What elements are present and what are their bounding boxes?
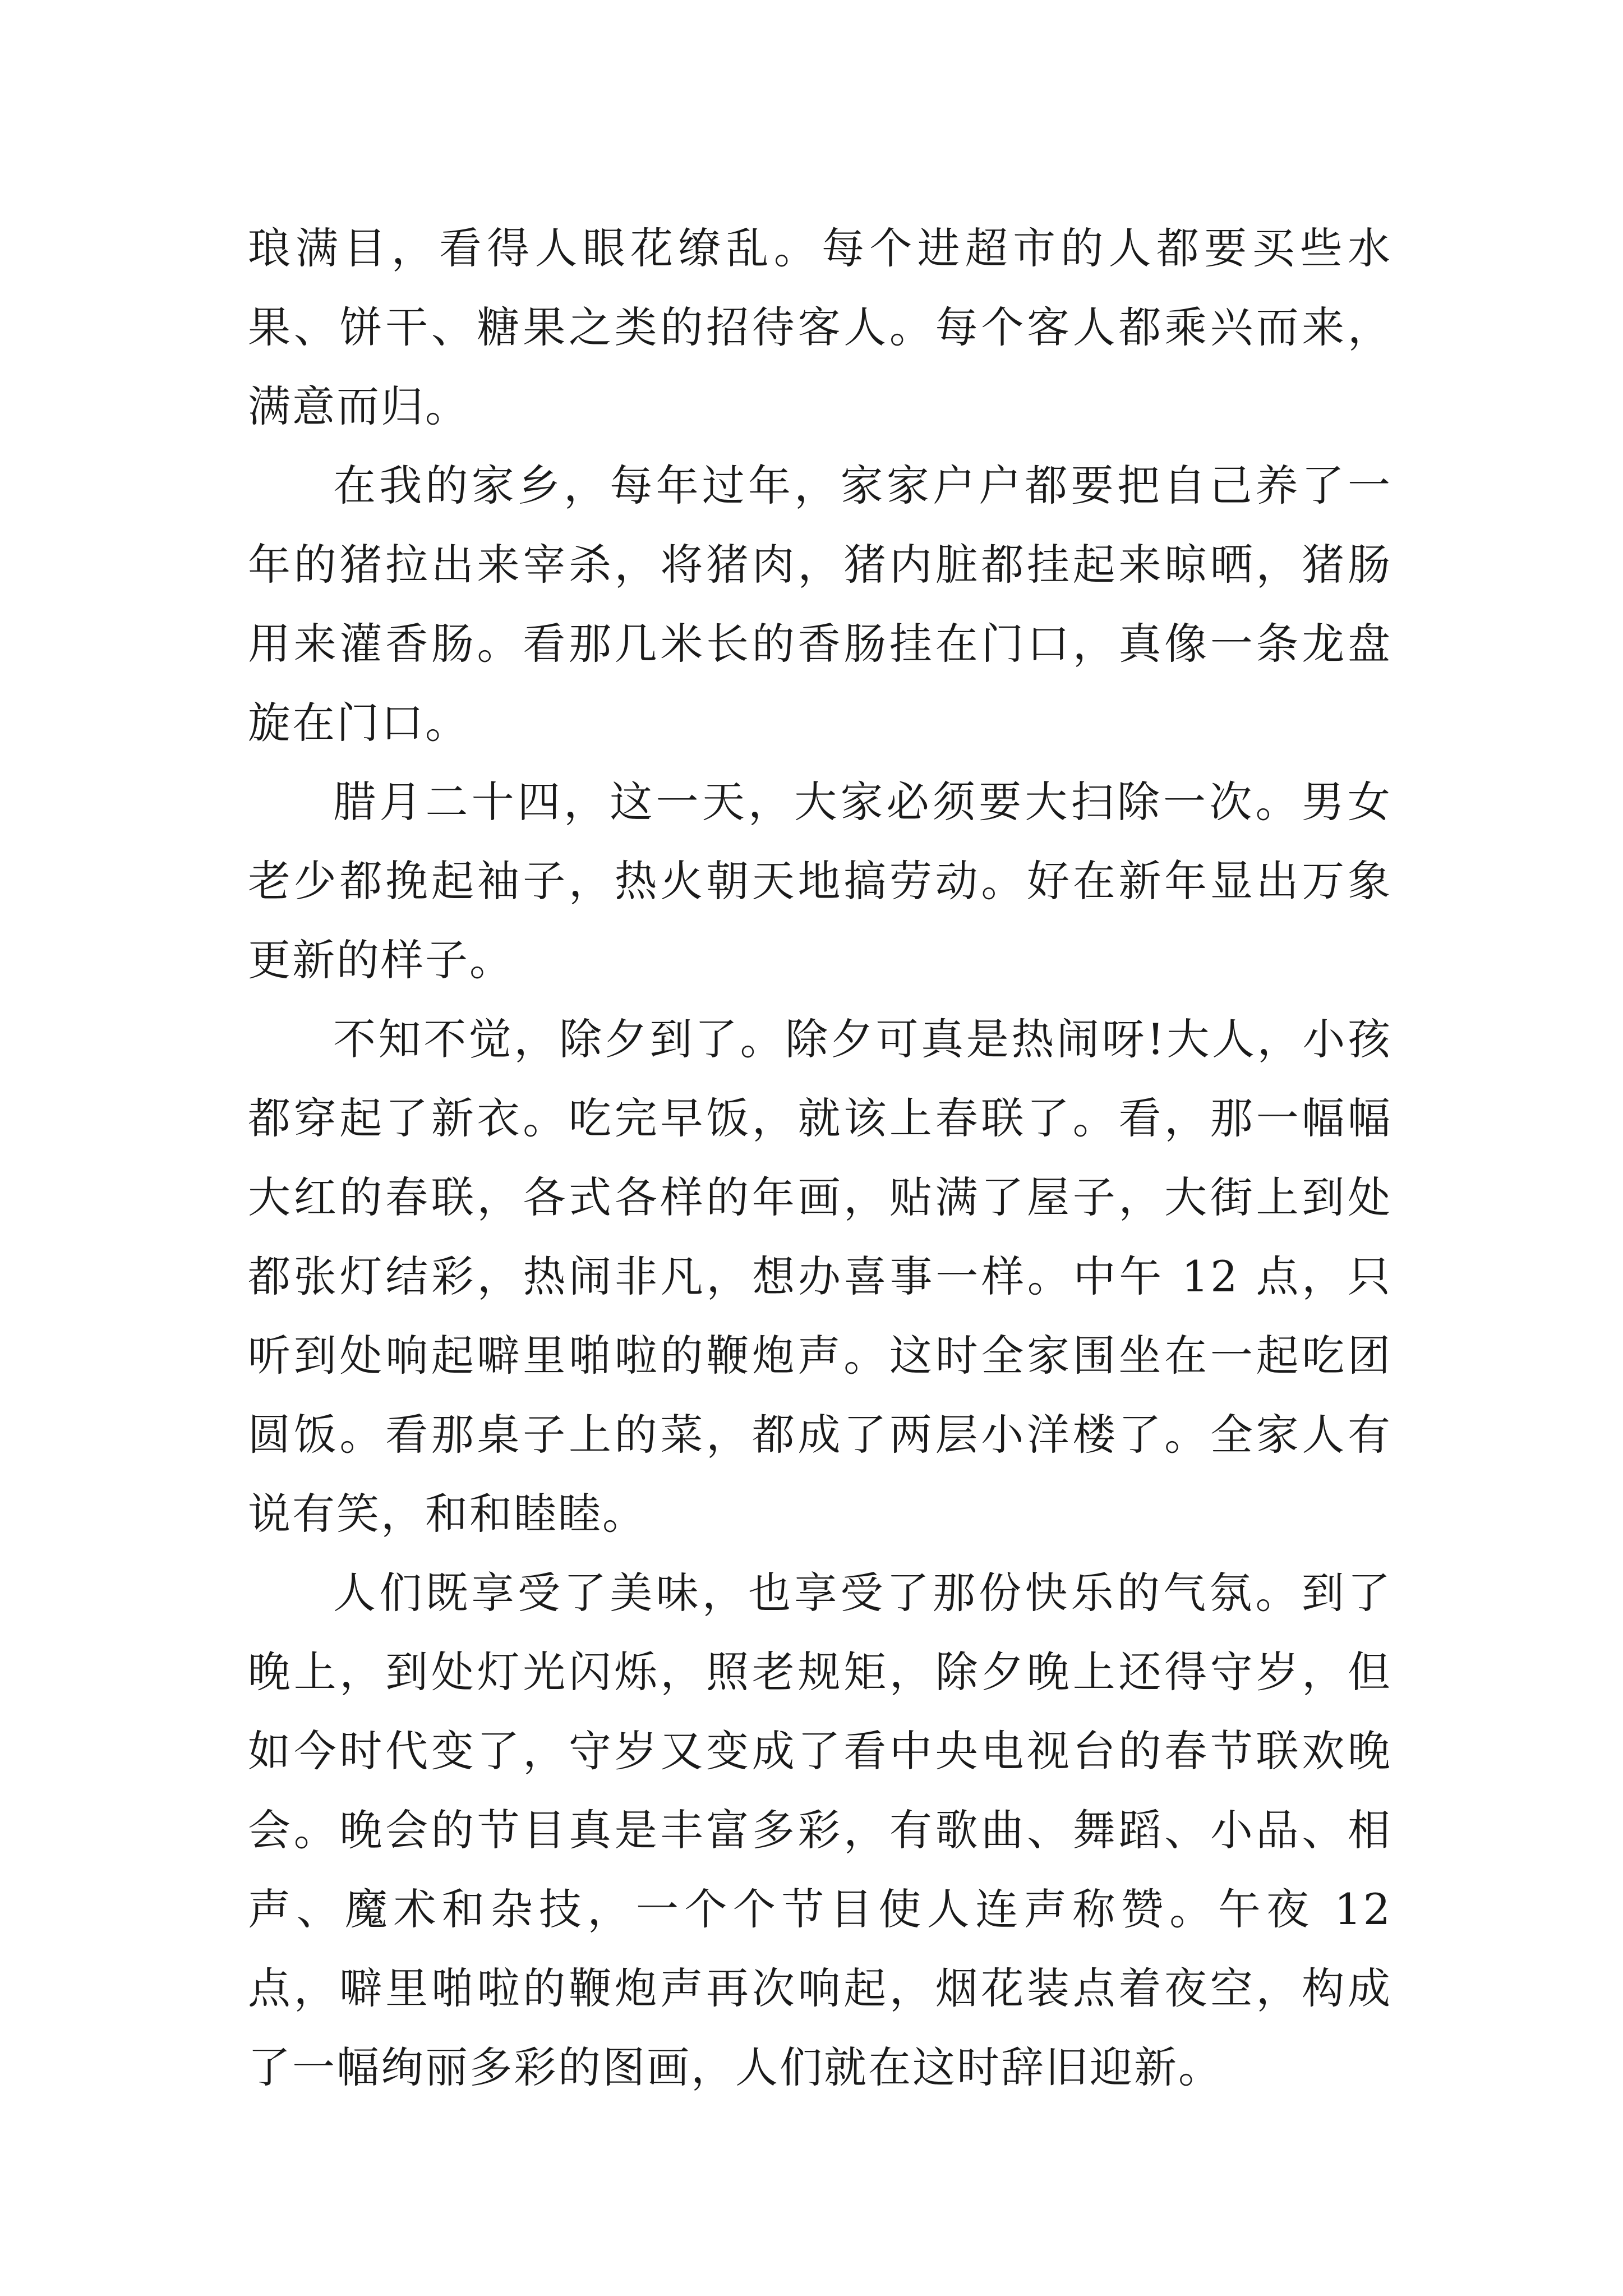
- paragraph-2: 在我的家乡，每年过年，家家户户都要把自己养了一年的猪拉出来宰杀，将猪肉，猪内脏都挂起来晾晒，猪肠用来灌香肠。看那几米长的香肠挂在门口，真像一条龙盘旋在门口。: [248, 461, 1392, 748]
- paragraph-1: 琅满目，看得人眼花缭乱。每个进超市的人都要买些水果、饼干、糖果之类的招待客人。每个客人都乘兴而来，满意而归。: [248, 223, 1392, 431]
- paragraph-3: 腊月二十四，这一天，大家必须要大扫除一次。男女老少都挽起袖子，热火朝天地搞劳动。好在新年显出万象更新的样子。: [248, 777, 1392, 985]
- paragraph-4: 不知不觉，除夕到了。除夕可真是热闹呀!大人，小孩都穿起了新衣。吃完早饭，就该上春联了。看，那一幅幅大红的春联，各式各样的年画，贴满了屋子，大街上到处都张灯结彩，热闹非凡，想办喜事一样。中午 12 点，只听到处响起噼里啪啦的鞭炮声。这时全家围坐在一起吃团圆饭。看那桌子上的菜，都成了两层小洋楼了。全家人有说有笑，和和睦睦。: [248, 1014, 1392, 1539]
- document-body: [248, 209, 1392, 2107]
- paragraph-5: 人们既享受了美味，也享受了那份快乐的气氛。到了晚上，到处灯光闪烁，照老规矩，除夕晚上还得守岁，但如今时代变了，守岁又变成了看中央电视台的春节联欢晚会。晚会的节目真是丰富多彩，有歌曲、舞蹈、小品、相声、魔术和杂技，一个个节目使人连声称赞。午夜 12 点，噼里啪啦的鞭炮声再次响起，烟花装点着夜空，构成了一幅绚丽多彩的图画，人们就在这时辞旧迎新。: [248, 1568, 1392, 2092]
